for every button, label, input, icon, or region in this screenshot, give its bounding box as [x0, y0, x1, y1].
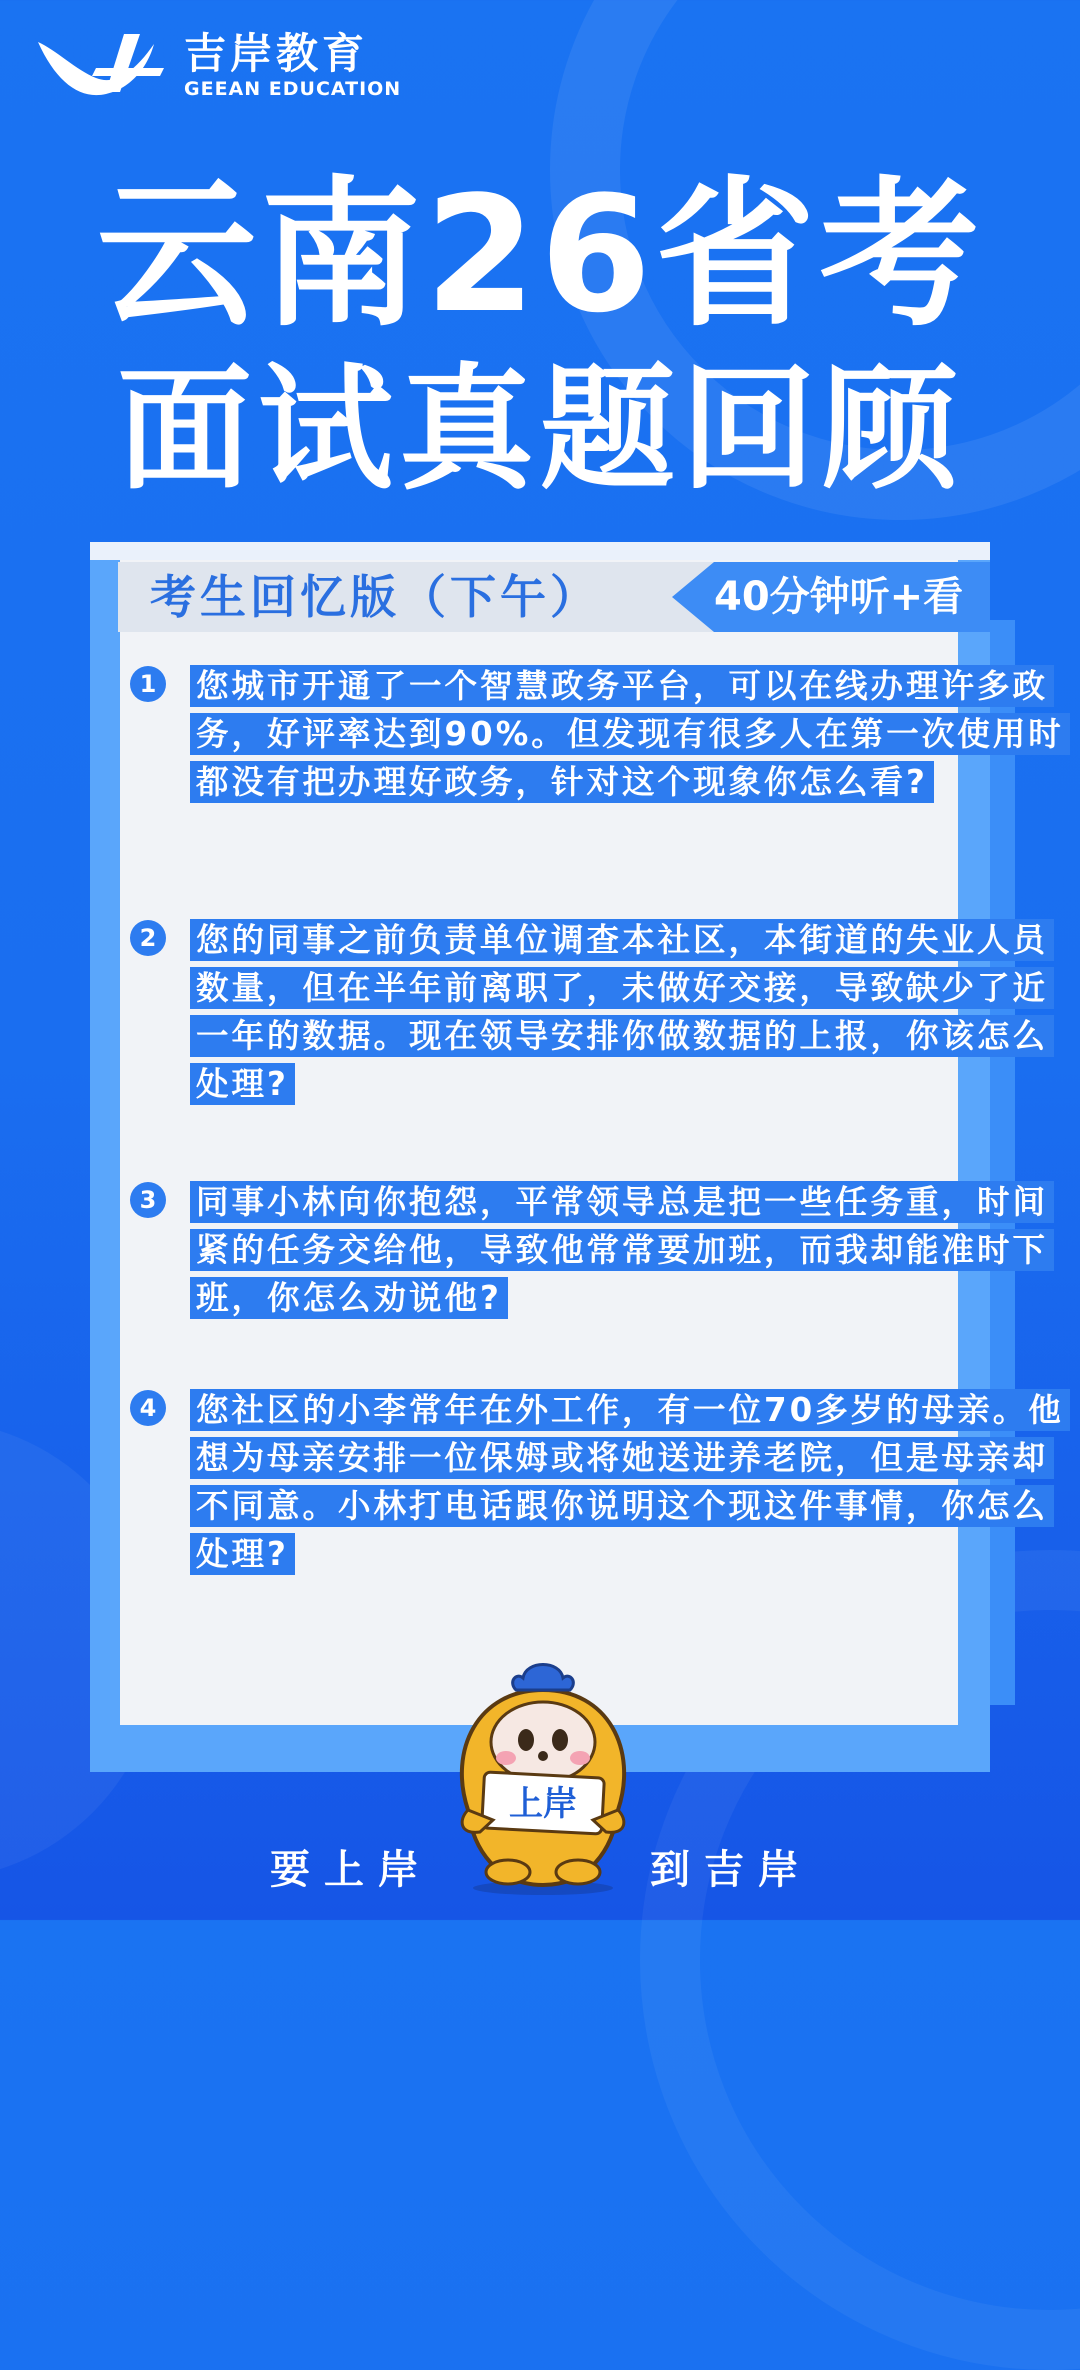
brand-name-en: GEEAN EDUCATION — [184, 78, 402, 100]
brand-logo — [36, 30, 401, 100]
slogan-right: 到吉岸 — [650, 1847, 812, 1893]
page-subtitle: 面试真题回顾 — [117, 351, 963, 508]
card-top-stripe — [90, 542, 990, 560]
card-header-label: 考生回忆版（下午） — [150, 570, 600, 624]
brand-name-cn: 吉岸教育 — [184, 29, 369, 78]
page-title: 云南26省考 — [96, 161, 984, 348]
duration-badge-label: 40分钟听+看 — [714, 574, 964, 620]
question-text: 您城市开通了一个智慧政务平台，可以在线办理许多政务，好评率达到90%。但发现有很多人在第一次使用时都没有把办理好政务，针对这个现象你怎么看? — [190, 665, 1070, 803]
question-number-badge: 4 — [130, 1390, 166, 1426]
question-number-badge: 2 — [130, 920, 166, 956]
mascot-sign-text: 上岸 — [509, 1784, 577, 1824]
question-text: 您社区的小李常年在外工作，有一位70多岁的母亲。他想为母亲安排一位保姆或将她送进养老院，但是母亲却不同意。小林打电话跟你说明这个现这件事情，你怎么处理? — [190, 1389, 1070, 1575]
question-number-badge: 1 — [130, 666, 166, 702]
mascot-icon — [438, 1660, 648, 1895]
slogan-left: 要上岸 — [270, 1847, 432, 1893]
question-text: 您的同事之前负责单位调查本社区，本街道的失业人员数量，但在半年前离职了，未做好交接，导致缺少了近一年的数据。现在领导安排你做数据的上报，你该怎么处理? — [190, 919, 1054, 1105]
whale-logo-icon — [36, 30, 166, 100]
question-text: 同事小林向你抱怨，平常领导总是把一些任务重，时间紧的任务交给他，导致他常常要加班，而我却能准时下班，你怎么劝说他? — [190, 1181, 1054, 1319]
question-number-badge: 3 — [130, 1182, 166, 1218]
